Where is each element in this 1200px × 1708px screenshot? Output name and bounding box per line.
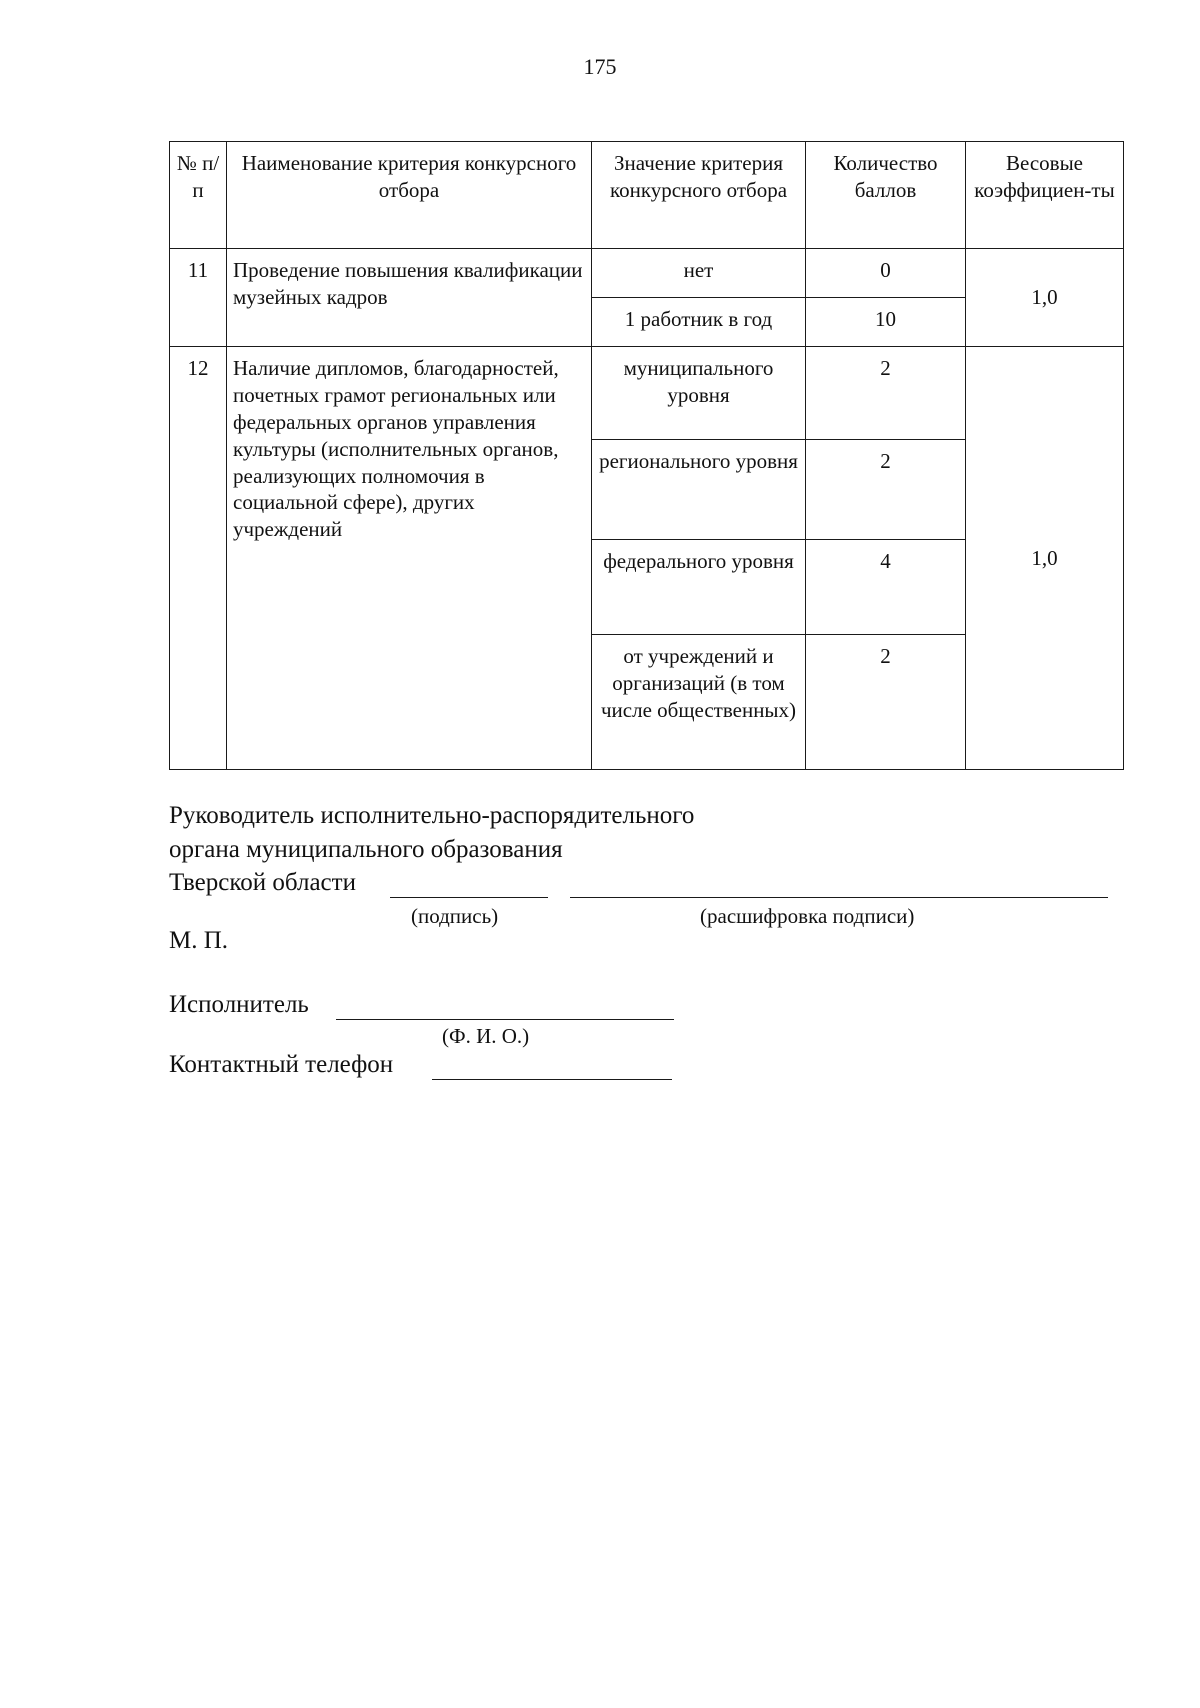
decode-underline bbox=[570, 897, 1108, 898]
row-number: 11 bbox=[170, 249, 227, 347]
criterion-value: муниципального уровня bbox=[592, 347, 806, 440]
header-criterion-value: Значение критерия конкурсного отбора bbox=[592, 142, 806, 249]
header-number: № п/п bbox=[170, 142, 227, 249]
header-criterion-name: Наименование критерия конкурсного отбора bbox=[227, 142, 592, 249]
stamp-label: М. П. bbox=[169, 927, 229, 954]
signature-underline bbox=[390, 897, 548, 898]
table-row bbox=[170, 249, 1124, 298]
executor-caption: (Ф. И. О.) bbox=[442, 1024, 530, 1048]
points-value: 2 bbox=[806, 635, 966, 770]
signature-caption: (подпись) bbox=[411, 904, 499, 928]
points-value: 0 bbox=[806, 249, 966, 298]
row-number: 12 bbox=[170, 347, 227, 770]
header-weight: Весовые коэффициен-ты bbox=[966, 142, 1124, 249]
phone-label: Контактный телефон bbox=[169, 1051, 394, 1078]
executor-label: Исполнитель bbox=[169, 991, 309, 1018]
criterion-name: Проведение повышения квалификации музейных кадров bbox=[227, 249, 592, 347]
header-points: Количество баллов bbox=[806, 142, 966, 249]
decode-caption: (расшифровка подписи) bbox=[700, 904, 915, 928]
points-value: 10 bbox=[806, 298, 966, 347]
weight-value: 1,0 bbox=[966, 347, 1124, 770]
signature-line-3: Тверской области bbox=[169, 869, 356, 896]
points-value: 2 bbox=[806, 440, 966, 540]
points-value: 2 bbox=[806, 347, 966, 440]
phone-underline bbox=[432, 1079, 672, 1080]
table-header-row bbox=[170, 142, 1124, 249]
criterion-name: Наличие дипломов, благодарностей, почетных грамот региональных или федеральных органов управления культуры (исполнительных органов, реализующих полномочия в социальной сфере), других учреждений bbox=[227, 347, 592, 770]
criteria-table bbox=[169, 141, 1124, 770]
weight-value: 1,0 bbox=[966, 249, 1124, 347]
criterion-value: от учреждений и организаций (в том числе общественных) bbox=[592, 635, 806, 770]
page-number: 175 bbox=[583, 54, 617, 79]
criterion-value: регионального уровня bbox=[592, 440, 806, 540]
executor-underline bbox=[336, 1019, 674, 1020]
signature-line-1: Руководитель исполнительно-распорядительного bbox=[169, 802, 695, 829]
criterion-value: 1 работник в год bbox=[592, 298, 806, 347]
criterion-value: федерального уровня bbox=[592, 540, 806, 635]
table-row bbox=[170, 347, 1124, 440]
criterion-value: нет bbox=[592, 249, 806, 298]
signature-line-2: органа муниципального образования bbox=[169, 836, 563, 863]
points-value: 4 bbox=[806, 540, 966, 635]
